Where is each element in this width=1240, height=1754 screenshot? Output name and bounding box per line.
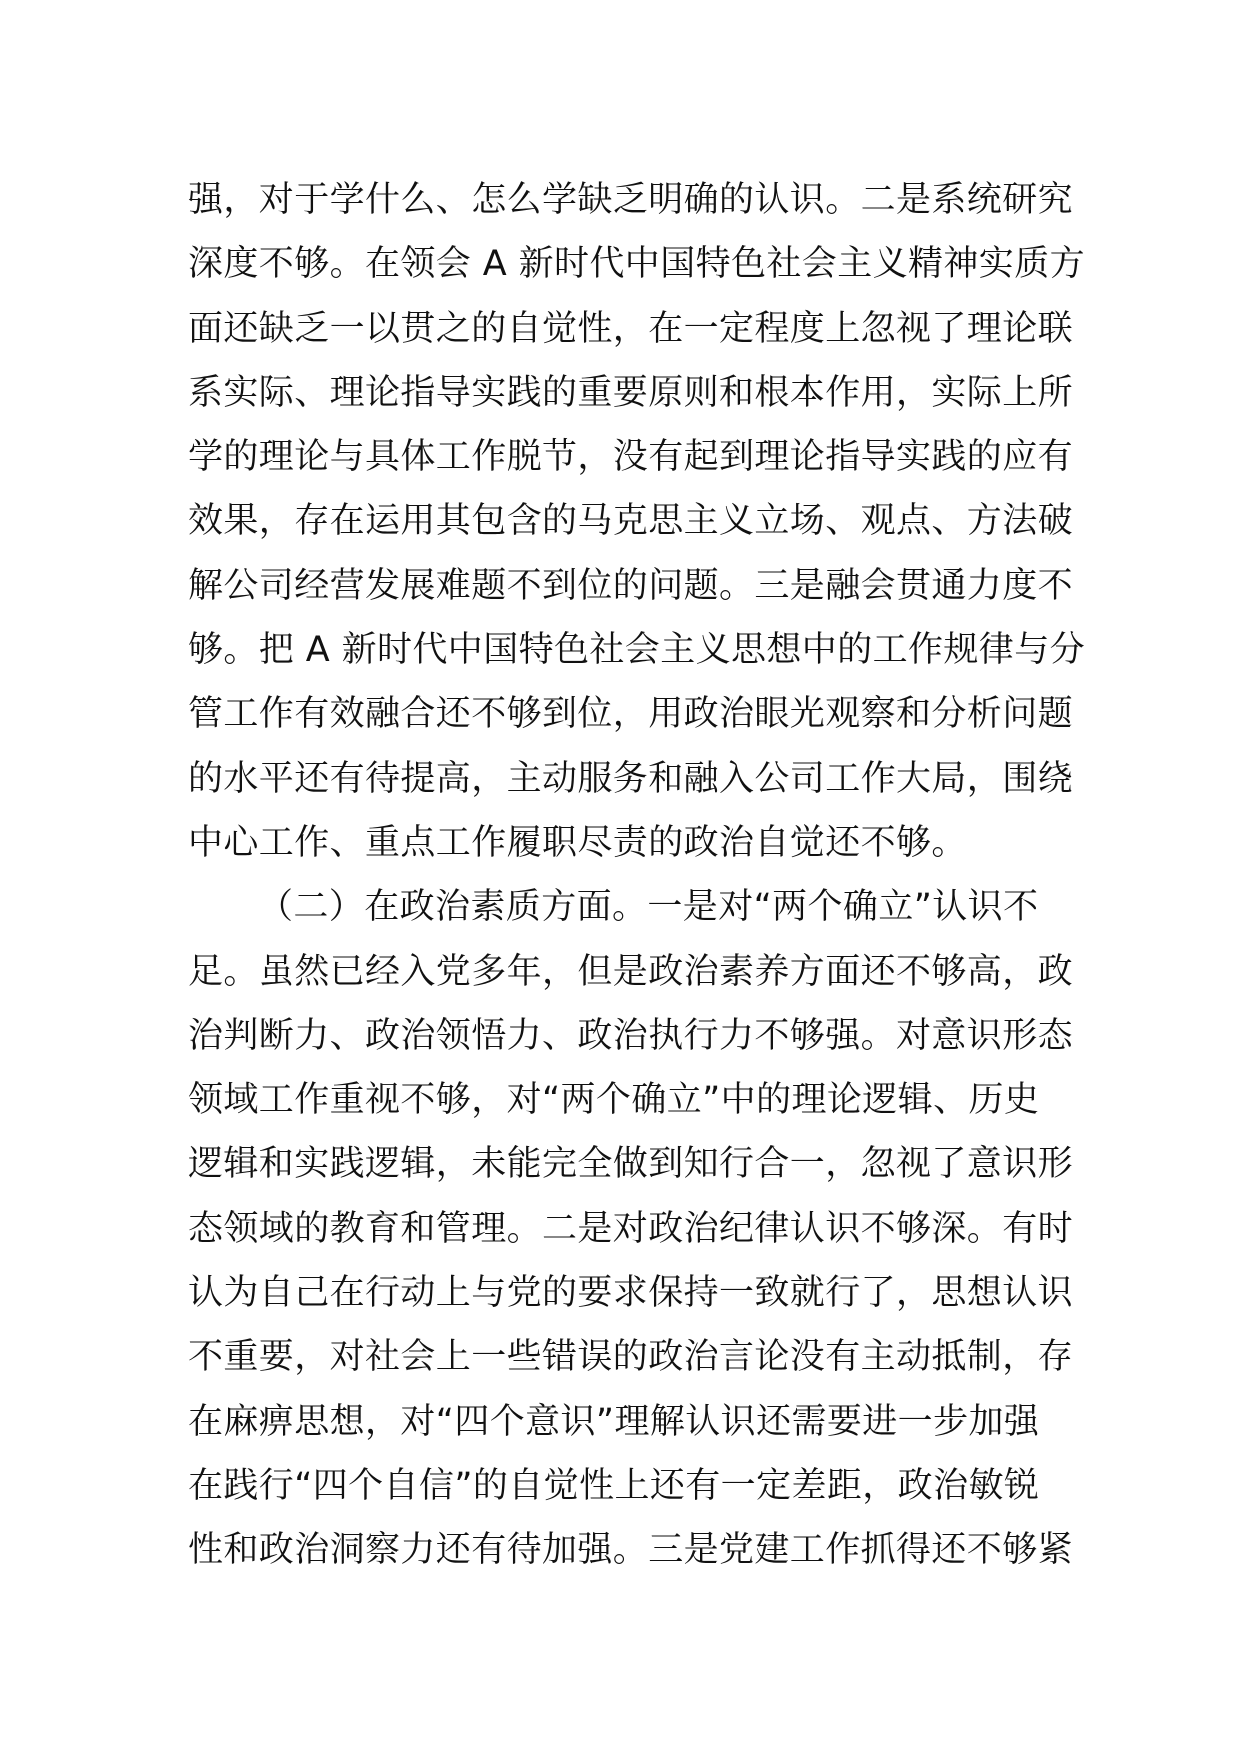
text-line-15: 领域工作重视不够，对“两个确立”中的理论逻辑、历史 <box>188 1080 1040 1121</box>
text-line-4: 系实际、理论指导实践的重要原则和根本作用，实际上所 <box>188 372 1074 413</box>
text-line-6: 效果，存在运用其包含的马克思主义立场、观点、方法破 <box>188 501 1074 542</box>
text-line-3: 面还缺乏一以贯之的自觉性，在一定程度上忽视了理论联 <box>188 308 1074 349</box>
text-line-7: 解公司经营发展难题不到位的问题。三是融会贯通力度不 <box>188 565 1074 606</box>
text-line-19: 不重要，对社会上一些错误的政治言论没有主动抵制，存 <box>188 1337 1074 1378</box>
text-line-10: 的水平还有待提高，主动服务和融入公司工作大局，围绕 <box>188 758 1074 799</box>
text-line-17: 态领域的教育和管理。二是对政治纪律认识不够深。有时 <box>188 1208 1074 1249</box>
text-line-8: 够。把 A 新时代中国特色社会主义思想中的工作规律与分 <box>188 630 1085 671</box>
text-line-14: 治判断力、政治领悟力、政治执行力不够强。对意识形态 <box>188 1015 1074 1056</box>
text-line-11: 中心工作、重点工作履职尽责的政治自觉还不够。 <box>188 822 967 863</box>
text-line-22: 性和政治洞察力还有待加强。三是党建工作抓得还不够紧 <box>188 1530 1074 1571</box>
text-line-21: 在践行“四个自信”的自觉性上还有一定差距，政治敏锐 <box>188 1465 1040 1506</box>
text-line-20: 在麻痹思想，对“四个意识”理解认识还需要进一步加强 <box>188 1401 1040 1442</box>
body-text <box>188 168 1085 1583</box>
text-line-16: 逻辑和实践逻辑，未能完全做到知行合一，忽视了意识形 <box>188 1144 1074 1185</box>
text-line-2: 深度不够。在领会 A 新时代中国特色社会主义精神实质方 <box>188 244 1085 285</box>
text-line-1: 强，对于学什么、怎么学缺乏明确的认识。二是系统研究 <box>188 180 1074 220</box>
text-line-18: 认为自己在行动上与党的要求保持一致就行了，思想认识 <box>188 1273 1074 1314</box>
text-line-13: 足。虽然已经入党多年，但是政治素养方面还不够高，政 <box>188 951 1074 992</box>
text-line-5: 学的理论与具体工作脱节，没有起到理论指导实践的应有 <box>188 437 1074 478</box>
text-line-9: 管工作有效融合还不够到位，用政治眼光观察和分析问题 <box>188 694 1074 735</box>
section-heading-line: （二）在政治素质方面。一是对“两个确立”认识不 <box>258 887 1039 928</box>
